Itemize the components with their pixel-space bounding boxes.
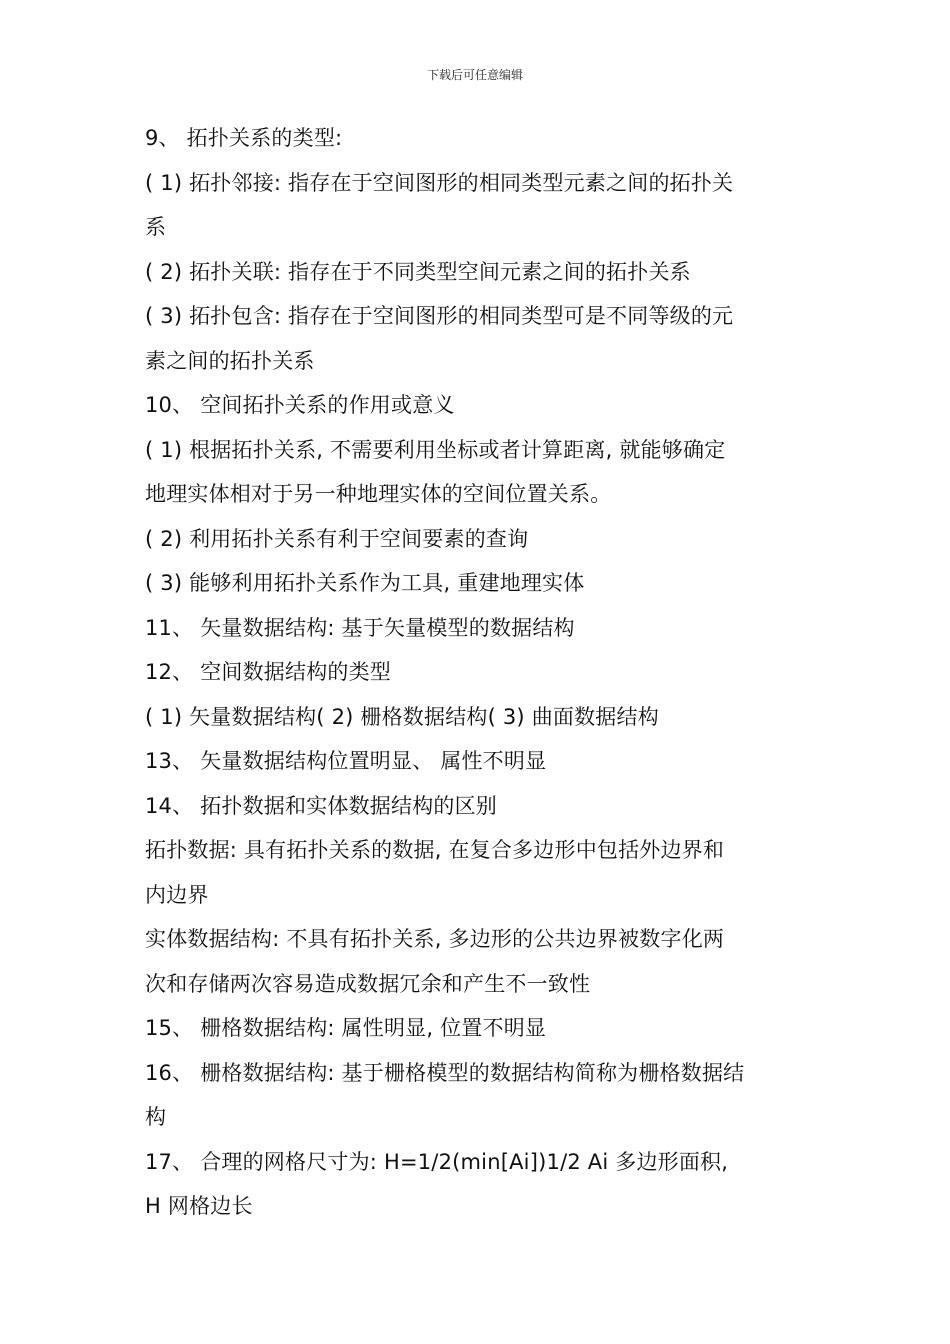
text-line: 实体数据结构: 不具有拓扑关系, 多边形的公共边界被数字化两 (145, 927, 725, 951)
text-line: ( 1) 矢量数据结构( 2) 栅格数据结构( 3) 曲面数据结构 (145, 704, 659, 729)
document-body (145, 116, 815, 1229)
text-line: 次和存储两次容易造成数据冗余和产生不一致性 (145, 971, 591, 996)
text-line: 13、 矢量数据结构位置明显、 属性不明显 (145, 749, 547, 773)
text-line: 11、 矢量数据结构: 基于矢量模型的数据结构 (145, 615, 575, 640)
text-line: 拓扑数据: 具有拓扑关系的数据, 在复合多边形中包括外边界和 (145, 838, 725, 862)
text-line: 构 (145, 1105, 167, 1129)
text-line: 素之间的拓扑关系 (145, 348, 315, 373)
text-line: 地理实体相对于另一种地理实体的空间位置关系。 (145, 482, 612, 506)
text-line: H 网格边长 (145, 1194, 253, 1218)
page-header: 下载后可任意编辑 (426, 68, 523, 82)
text-line: 17、 合理的网格尺寸为: H=1/2(min[Ai])1/2 Ai 多边形面积, (145, 1149, 729, 1174)
text-line: 9、 拓扑关系的类型: (145, 126, 343, 150)
text-line: 16、 栅格数据结构: 基于栅格模型的数据结构简称为栅格数据结 (145, 1060, 745, 1085)
text-line: 10、 空间拓扑关系的作用或意义 (145, 393, 455, 417)
text-line: 系 (145, 215, 167, 239)
text-line: 12、 空间数据结构的类型 (145, 660, 391, 684)
text-line: ( 2) 利用拓扑关系有利于空间要素的查询 (145, 526, 529, 551)
text-line: 15、 栅格数据结构: 属性明显, 位置不明显 (145, 1016, 547, 1040)
text-line: 内边界 (145, 882, 209, 907)
text-line: ( 1) 根据拓扑关系, 不需要利用坐标或者计算距离, 就能够确定 (145, 437, 726, 462)
text-line: 14、 拓扑数据和实体数据结构的区别 (145, 793, 497, 818)
text-line: ( 2) 拓扑关联: 指存在于不同类型空间元素之间的拓扑关系 (145, 259, 691, 284)
text-line: ( 3) 拓扑包含: 指存在于空间图形的相同类型可是不同等级的元 (145, 304, 734, 328)
text-line: ( 3) 能够利用拓扑关系作为工具, 重建地理实体 (145, 571, 585, 595)
text-line: ( 1) 拓扑邻接: 指存在于空间图形的相同类型元素之间的拓扑关 (145, 170, 734, 195)
